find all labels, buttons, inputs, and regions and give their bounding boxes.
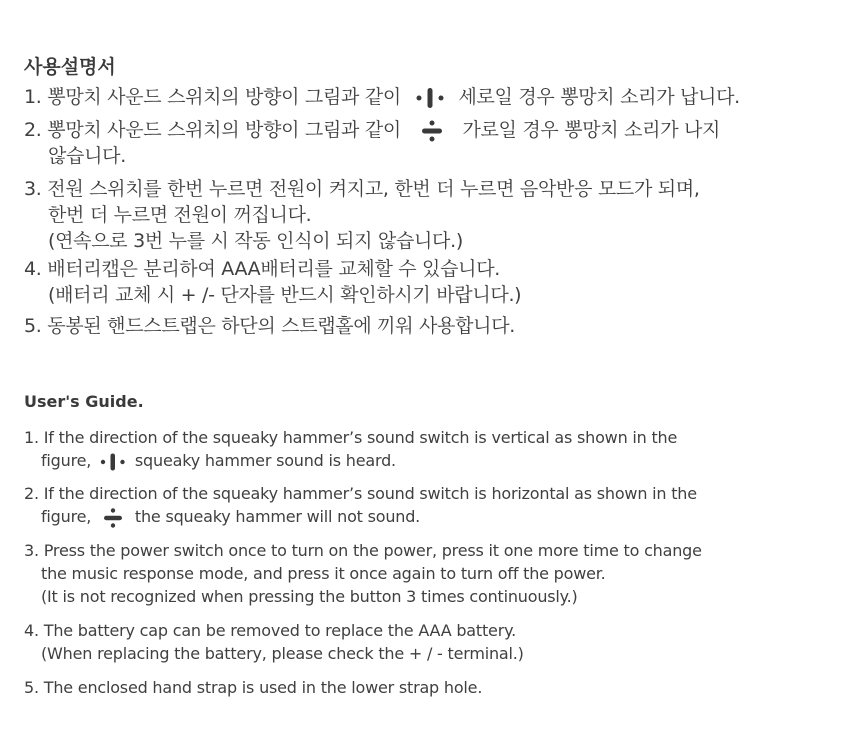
korean-item-2: 2. 뽕망치 사운드 스위치의 방향이 그림과 같이 가로일 경우 뽕망치 소리가 나지 않습니다. (24, 119, 721, 167)
english-title: User's Guide. (24, 392, 144, 411)
vertical-switch-icon (413, 86, 447, 110)
korean-title: 사용설명서 (24, 56, 116, 78)
korean-item-1: 1. 뽕망치 사운드 스위치의 방향이 그림과 같이 세로일 경우 뽕망치 소리가 납니다. (24, 86, 740, 108)
vertical-switch-icon (98, 452, 128, 472)
english-item-3: 3. Press the power switch once to turn on the power, press it one more time to change the music response mode, and press it once again to turn off the power. (It is not recognized when pressing the button 3 times continuously.) (24, 541, 702, 606)
korean-item-5: 5. 동봉된 핸드스트랩은 하단의 스트랩홀에 끼워 사용합니다. (24, 315, 516, 337)
korean-item-4: 4. 배터리캡은 분리하여 AAA배터리를 교체할 수 있습니다. (배터리 교체 시 + /- 단자를 반드시 확인하시기 바랍니다.) (24, 258, 522, 306)
english-item-1: 1. If the direction of the squeaky hammer’s sound switch is vertical as shown in the figure, squeaky hammer sound is heard. (24, 428, 678, 470)
horizontal-switch-icon (415, 119, 449, 143)
english-item-2: 2. If the direction of the squeaky hammer’s sound switch is horizontal as shown in the figure, the squeaky hammer will not sound. (24, 482, 697, 529)
korean-item-3: 3. 전원 스위치를 한번 누르면 전원이 켜지고, 한번 더 누르면 음악반응 모드가 되며, 한번 더 누르면 전원이 꺼집니다. (연속으로 3번 누를 시 작동 인식이 되지 않습니다.) (24, 178, 700, 252)
horizontal-switch-icon (98, 507, 128, 529)
english-item-5: 5. The enclosed hand strap is used in the lower strap hole. (24, 678, 483, 697)
english-item-4: 4. The battery cap can be removed to replace the AAA battery. (When replacing the battery, please check the + / - terminal.) (24, 621, 524, 663)
